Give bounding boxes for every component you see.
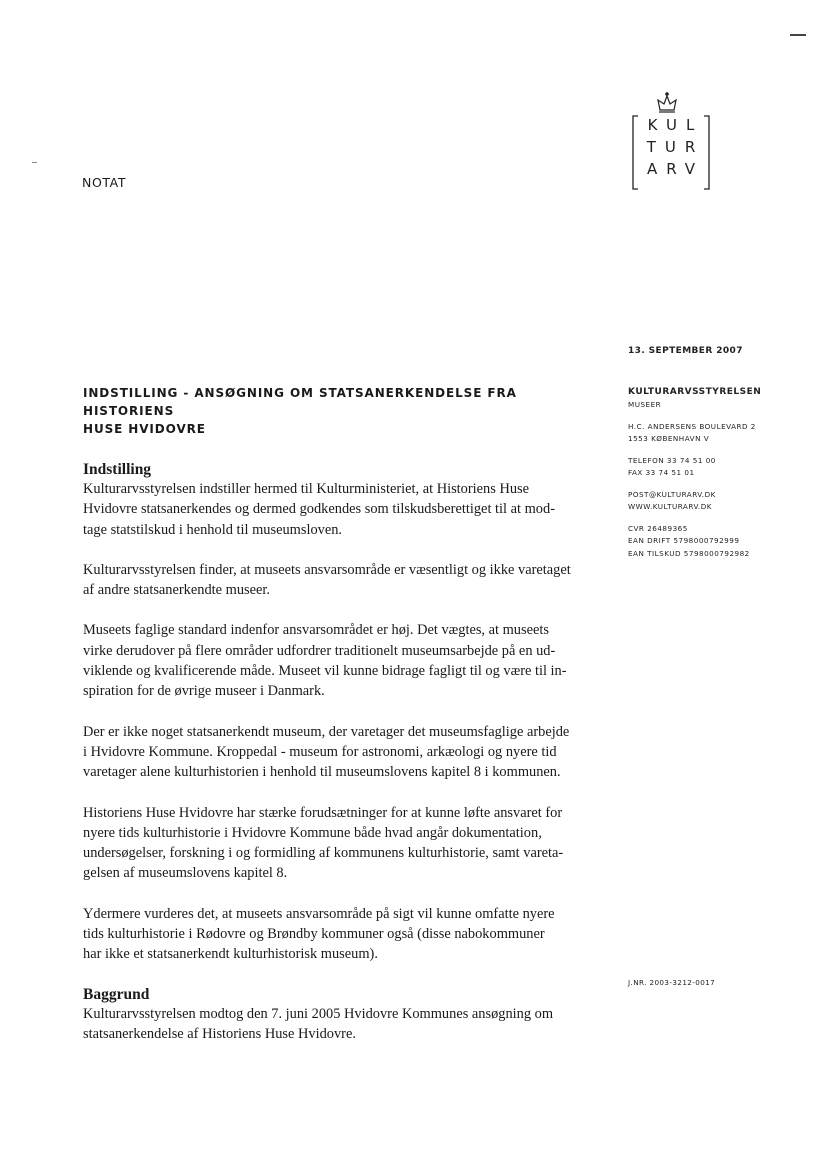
text-line: nyere tids kulturhistorie i Hvidovre Kommune både hvad angår dokumentation, — [83, 824, 542, 841]
address-line: 1553 KØBENHAVN V — [628, 434, 710, 443]
logo-text-line: ARV — [646, 160, 705, 178]
text-line: Kulturarvsstyrelsen indstiller hermed til Kulturministeriet, at Historiens Huse — [83, 481, 530, 497]
body-paragraph — [83, 560, 603, 601]
text-line: Historiens Huse Hvidovre har stærke forudsætninger for at kunne løfte ansvaret for — [83, 804, 563, 821]
document-type-label: NOTAT — [82, 175, 127, 190]
org-subunit: MUSEER — [628, 400, 662, 409]
text-line: Kulturarvsstyrelsen finder, at museets ansvarsområde er væsentligt og ikke varetaget — [83, 561, 571, 578]
body-paragraph — [83, 722, 603, 783]
text-line: statsanerkendelse af Historiens Huse Hvidovre. — [83, 1025, 356, 1042]
section-heading-baggrund: Baggrund — [83, 985, 150, 1003]
document-title — [83, 384, 603, 438]
body-paragraph — [83, 904, 603, 965]
text-line: i Hvidovre Kommune. Kroppedal - museum for astronomi, arkæologi og nyere tid — [83, 743, 557, 760]
body-paragraph — [83, 803, 603, 884]
body-paragraph — [83, 479, 603, 540]
title-line: INDSTILLING - ANSØGNING OM STATSANERKENDELSE FRA HISTORIENS — [83, 386, 517, 418]
text-line: viklende og kvalificerende måde. Museet vil kunne bidrage fagligt til og være til in- — [83, 663, 567, 680]
scan-mark — [32, 162, 37, 163]
journal-number: J.NR. 2003-3212-0017 — [628, 978, 716, 987]
document-body — [83, 384, 603, 1064]
org-name: KULTURARVSSTYRELSEN — [628, 387, 762, 397]
address-line: H.C. ANDERSENS BOULEVARD 2 — [628, 421, 756, 431]
email-address: POST@KULTURARV.DK — [628, 489, 716, 499]
text-line: Museets faglige standard indenfor ansvarsområdet er høj. Det vægtes, at museets — [83, 622, 549, 639]
text-line: virke derudover på flere områder udfordrer traditionelt museumsarbejde på en ud- — [83, 642, 556, 659]
text-line: tids kulturhistorie i Rødovre og Brøndby kommuner også (disse nabokommuner — [83, 926, 545, 943]
text-line: Ydermere vurderes det, at museets ansvarsområde på sigt vil kunne omfatte nyere — [83, 905, 555, 922]
body-paragraph — [83, 620, 603, 701]
text-line: varetager alene kulturhistorien i henhold til museumslovens kapitel 8 i kommunen. — [83, 764, 561, 781]
logo-text-line: TUR — [646, 138, 705, 156]
title-line: HUSE HVIDOVRE — [83, 422, 206, 436]
text-line: Der er ikke noget statsanerkendt museum, der varetager det museumsfaglige arbejde — [83, 723, 570, 740]
ean-tilskud-number: EAN TILSKUD 5798000792982 — [628, 548, 750, 558]
text-line: har ikke et statsanerkendt kulturhistorisk museum). — [83, 946, 378, 963]
kulturarv-logo — [632, 92, 712, 192]
text-line: Kulturarvsstyrelsen modtog den 7. juni 2005 Hvidovre Kommunes ansøgning om — [83, 1005, 554, 1022]
text-line: spiration for de øvrige museer i Danmark. — [83, 683, 325, 700]
fax-number: FAX 33 74 51 01 — [628, 468, 695, 477]
scan-mark — [790, 34, 806, 36]
crown-icon — [658, 93, 676, 112]
ean-drift-number: EAN DRIFT 5798000792999 — [628, 536, 740, 545]
text-line: af andre statsanerkendte museer. — [83, 582, 270, 599]
document-date: 13. SEPTEMBER 2007 — [628, 346, 743, 356]
phone-number: TELEFON 33 74 51 00 — [628, 455, 716, 465]
text-line: tage statstilskud i henhold til museumsloven. — [83, 521, 343, 538]
sender-info — [628, 386, 761, 560]
text-line: undersøgelser, forskning i og formidling af kommunens kulturhistorie, samt vareta- — [83, 845, 564, 862]
section-heading-indstilling: Indstilling — [83, 461, 152, 478]
logo-text-line: KUL — [647, 116, 704, 134]
cvr-number: CVR 26489365 — [628, 523, 688, 533]
website-address: WWW.KULTURARV.DK — [628, 502, 712, 511]
text-line: gelsen af museumslovens kapitel 8. — [83, 865, 288, 882]
text-line: Hvidovre statsanerkendes og dermed godkendes som tilskudsberettiget til at mod- — [83, 501, 555, 518]
body-paragraph — [83, 1004, 603, 1045]
